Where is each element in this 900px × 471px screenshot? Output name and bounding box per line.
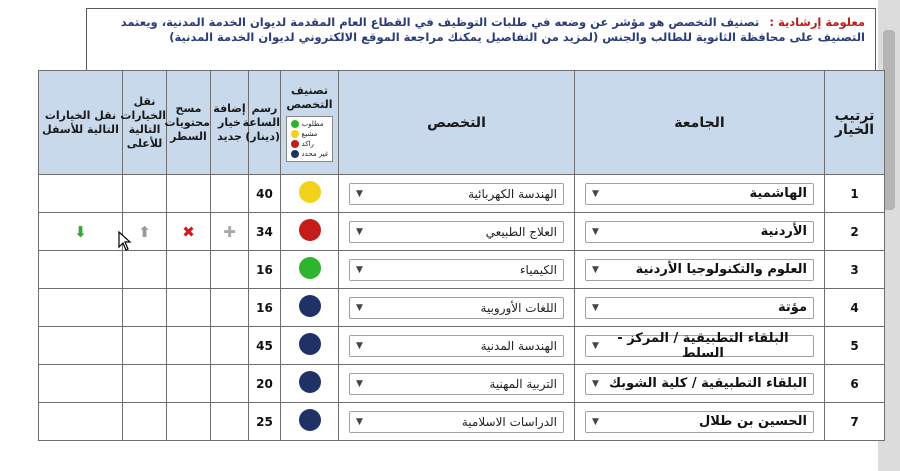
university-select[interactable]: [585, 183, 814, 205]
legend-label-stagnant: راكد: [301, 139, 314, 148]
legend-dot-green: [291, 120, 299, 128]
dropdown-arrow-icon: ▼: [356, 226, 363, 237]
clear-cell: [167, 289, 211, 327]
move-down-cell: [39, 251, 123, 289]
add-cell: [211, 403, 249, 441]
header-major: التخصص: [339, 71, 575, 175]
dropdown-arrow-icon: ▼: [592, 416, 599, 427]
legend-item-saturated: [291, 129, 329, 139]
university-cell: [575, 327, 825, 365]
fee-cell: 45: [249, 327, 281, 365]
major-cell: [339, 175, 575, 213]
university-value: الهاشمية: [749, 186, 807, 201]
major-select[interactable]: [349, 259, 564, 281]
x-icon[interactable]: ✖: [182, 222, 195, 241]
header-move-down: نقل الخيارات التالية للأسفل: [39, 71, 123, 175]
fee-cell: 20: [249, 365, 281, 403]
header-classification-title: تصنيف التخصص: [286, 83, 333, 111]
university-cell: [575, 213, 825, 251]
status-dot-icon: [299, 409, 321, 431]
university-value: البلقاء التطبيقية / المركز - السلط: [617, 330, 789, 361]
table-row: [39, 175, 885, 213]
row-rank: 4: [825, 289, 885, 327]
notice-label: معلومة إرشادية :: [769, 15, 865, 29]
dropdown-arrow-icon: ▼: [592, 302, 599, 313]
add-cell: [211, 251, 249, 289]
major-cell: [339, 365, 575, 403]
major-select[interactable]: [349, 335, 564, 357]
major-value: العلاج الطبيعي: [485, 224, 557, 239]
header-clear: مسح محتويات السطر: [167, 71, 211, 175]
move-down-cell: [39, 365, 123, 403]
table-row: [39, 289, 885, 327]
legend-item-undefined: [291, 149, 329, 159]
university-select[interactable]: [585, 221, 814, 243]
move-up-cell: [123, 175, 167, 213]
arrow-down-icon[interactable]: ⬇: [74, 222, 87, 241]
move-up-cell: [123, 403, 167, 441]
major-select[interactable]: [349, 411, 564, 433]
dropdown-arrow-icon: ▼: [592, 188, 599, 199]
mouse-cursor-icon: [118, 231, 132, 251]
status-dot-icon: [299, 295, 321, 317]
classification-cell: [281, 289, 339, 327]
classification-cell: [281, 327, 339, 365]
major-value: الهندسة المدنية: [480, 338, 557, 353]
fee-cell: 25: [249, 403, 281, 441]
university-cell: [575, 289, 825, 327]
legend-label-saturated: مشبع: [301, 129, 318, 138]
add-cell[interactable]: [211, 213, 249, 251]
university-cell: [575, 403, 825, 441]
fee-cell: 34: [249, 213, 281, 251]
row-rank: 2: [825, 213, 885, 251]
legend-label-required: مطلوب: [301, 119, 324, 128]
legend-item-stagnant: [291, 139, 329, 149]
dropdown-arrow-icon: ▼: [356, 340, 363, 351]
university-select[interactable]: [585, 297, 814, 319]
classification-cell: [281, 175, 339, 213]
clear-cell: [167, 365, 211, 403]
university-value: الأردنية: [760, 224, 807, 239]
university-value: البلقاء التطبيقية / كلية الشوبك: [609, 376, 807, 391]
university-select[interactable]: [585, 373, 814, 395]
dropdown-arrow-icon: ▼: [592, 226, 599, 237]
header-fee: رسم الساعة (دينار): [249, 71, 281, 175]
guidance-notice: [86, 8, 876, 70]
major-value: اللغات الأوروبية: [480, 300, 557, 315]
plus-icon[interactable]: ✚: [223, 222, 236, 241]
status-dot-icon: [299, 257, 321, 279]
move-up-cell: [123, 327, 167, 365]
row-rank: 1: [825, 175, 885, 213]
add-cell: [211, 365, 249, 403]
dropdown-arrow-icon: ▼: [356, 302, 363, 313]
classification-cell: [281, 213, 339, 251]
clear-cell: [167, 403, 211, 441]
major-value: الكيمياء: [519, 262, 557, 277]
classification-cell: [281, 365, 339, 403]
university-value: العلوم والتكنولوجيا الأردنية: [635, 262, 807, 277]
table-row: [39, 365, 885, 403]
major-value: الهندسة الكهربائية: [468, 186, 557, 201]
arrow-up-icon[interactable]: ⬆: [138, 222, 151, 241]
legend-dot-yellow: [291, 130, 299, 138]
fee-cell: 16: [249, 289, 281, 327]
header-university: الجامعة: [575, 71, 825, 175]
status-dot-icon: [299, 181, 321, 203]
university-value: الحسين بن طلال: [699, 414, 807, 429]
dropdown-arrow-icon: ▼: [356, 264, 363, 275]
clear-cell: [167, 175, 211, 213]
university-select[interactable]: [585, 411, 814, 433]
header-add: إضافة خيار جديد: [211, 71, 249, 175]
add-cell: [211, 327, 249, 365]
major-cell: [339, 289, 575, 327]
legend-item-required: [291, 119, 329, 129]
status-dot-icon: [299, 371, 321, 393]
dropdown-arrow-icon: ▼: [592, 264, 599, 275]
table-row: [39, 251, 885, 289]
dropdown-arrow-icon: ▼: [592, 378, 599, 389]
row-rank: 7: [825, 403, 885, 441]
dropdown-arrow-icon: ▼: [356, 188, 363, 199]
major-cell: [339, 327, 575, 365]
move-up-cell: [123, 365, 167, 403]
major-cell: [339, 251, 575, 289]
move-up-cell: [123, 251, 167, 289]
university-cell: [575, 175, 825, 213]
major-cell: [339, 403, 575, 441]
dropdown-arrow-icon: ▼: [592, 340, 599, 351]
dropdown-arrow-icon: ▼: [356, 378, 363, 389]
move-down-cell: [39, 327, 123, 365]
notice-text: تصنيف التخصص هو مؤشر عن وضعه في طلبات التوظيف في القطاع العام المقدمة لديوان الخدمة المدنية، ويعتمد التصنيف على محافظة الثانوية للطالب والجنس (لمزيد من التفاصيل يمكنك مراجعة الموقع الالكتروني لديوان الخدمة المدنية): [120, 15, 865, 44]
dropdown-arrow-icon: ▼: [356, 416, 363, 427]
move-down-cell: [39, 175, 123, 213]
university-select[interactable]: [585, 259, 814, 281]
fee-cell: 16: [249, 251, 281, 289]
header-classification: [281, 71, 339, 175]
add-cell: [211, 289, 249, 327]
move-down-cell: [39, 403, 123, 441]
major-select[interactable]: [349, 297, 564, 319]
major-cell: [339, 213, 575, 251]
classification-legend: [286, 116, 334, 162]
classification-cell: [281, 403, 339, 441]
table-row: [39, 403, 885, 441]
status-dot-icon: [299, 333, 321, 355]
choices-body: [39, 175, 885, 441]
move-down-cell[interactable]: [39, 213, 123, 251]
row-rank: 6: [825, 365, 885, 403]
major-select[interactable]: [349, 183, 564, 205]
status-dot-icon: [299, 219, 321, 241]
row-rank: 3: [825, 251, 885, 289]
major-value: التربية المهنية: [489, 376, 557, 391]
university-value: مؤتة: [778, 300, 807, 315]
legend-dot-red: [291, 140, 299, 148]
classification-cell: [281, 251, 339, 289]
clear-cell: [167, 327, 211, 365]
add-cell: [211, 175, 249, 213]
university-select[interactable]: [585, 330, 814, 361]
major-value: الدراسات الاسلامية: [461, 414, 557, 429]
legend-dot-navy: [291, 150, 299, 158]
row-rank: 5: [825, 327, 885, 365]
move-up-cell: [123, 289, 167, 327]
clear-cell: [167, 251, 211, 289]
university-cell: [575, 251, 825, 289]
table-row: [39, 213, 885, 251]
legend-label-undefined: غير محدد: [301, 149, 329, 158]
move-down-cell: [39, 289, 123, 327]
table-row: [39, 327, 885, 365]
header-rank: ترتيب الخيار: [825, 71, 885, 175]
university-cell: [575, 365, 825, 403]
major-select[interactable]: [349, 221, 564, 243]
clear-cell[interactable]: [167, 213, 211, 251]
fee-cell: 40: [249, 175, 281, 213]
header-move-up: نقل الخيارات التالية للأعلى: [123, 71, 167, 175]
major-select[interactable]: [349, 373, 564, 395]
choices-table: [38, 70, 885, 441]
